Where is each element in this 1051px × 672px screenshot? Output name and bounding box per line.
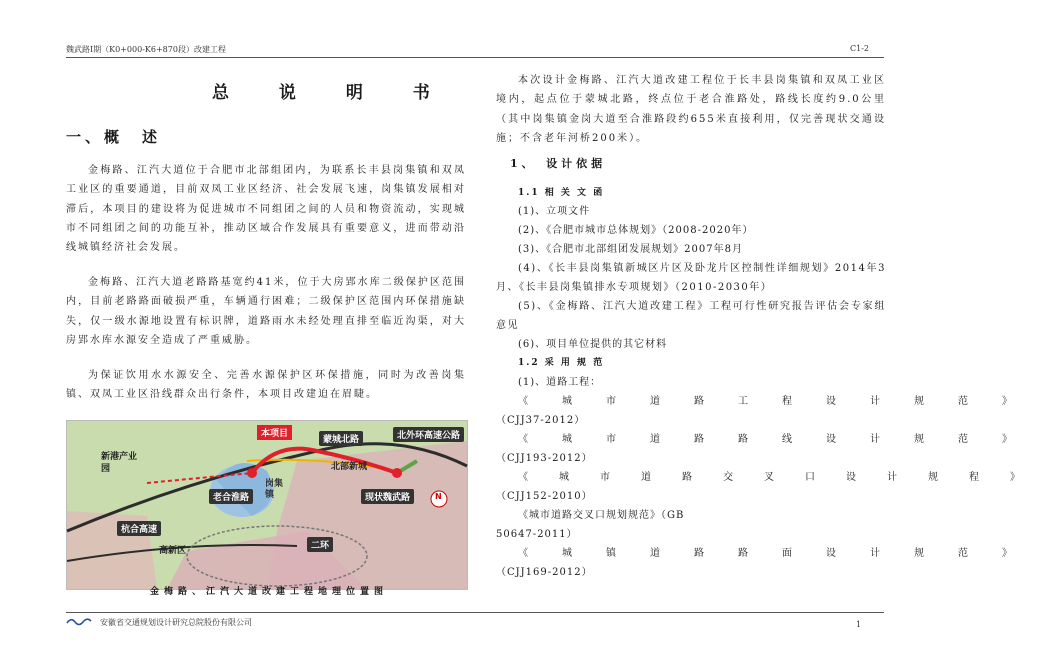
spec-name <box>496 392 1046 411</box>
spec-name <box>496 544 1046 563</box>
spec-code: 50647-2011） <box>496 529 578 540</box>
map-label-hanghang: 杭合高速 <box>117 521 161 536</box>
map-caption: 金梅路、江汽大道改建工程地理位置图 <box>150 587 389 597</box>
doc-header-title: 魏武路Ⅰ期（K0+000-K6+870段）改建工程 <box>66 45 226 54</box>
spec-code: （CJJ193-2012） <box>496 453 593 464</box>
spec-name-text: 《城镇道路路面设计规范》 <box>518 548 1046 559</box>
map-label-beibu: 北部新城 <box>331 462 368 472</box>
spec-code: （CJJ169-2012） <box>496 567 593 578</box>
spec-code: （CJJ37-2012） <box>496 415 586 426</box>
spec-name-text: 《城市道路路线设计规范》 <box>518 434 1046 445</box>
section-heading-design-basis: 1、 设计依据 <box>510 157 607 170</box>
map-label-beiwaihuan: 北外环高速公路 <box>393 427 464 442</box>
footer-rule <box>66 612 884 613</box>
north-arrow-icon: N <box>435 492 442 501</box>
map-label-gaoxin: 高新区 <box>159 546 187 556</box>
spec-name: 《城市道路交叉口规划规范》（GB <box>518 510 685 521</box>
location-map <box>66 420 468 590</box>
page-title: 总 说 明 书 <box>212 83 452 103</box>
map-label-gangji: 岗集镇 <box>265 479 284 500</box>
subsection-heading-specs: 1.2 采 用 规 范 <box>518 358 605 368</box>
page-number: 1 <box>856 620 862 629</box>
reference-item: (2)、《合肥市城市总体规划》（2008-2020年） <box>518 225 754 236</box>
reference-item: (6)、项目单位提供的其它材料 <box>518 339 668 350</box>
doc-header-code: C1-2 <box>850 44 870 53</box>
footer-company: 安徽省交通规划设计研究总院股份有限公司 <box>100 618 252 627</box>
header-rule <box>66 57 884 58</box>
spec-name-text: 《城市道路交叉口设计规程》 <box>518 472 1051 483</box>
map-label-weiwu: 现状魏武路 <box>361 489 414 504</box>
spec-code: （CJJ152-2010） <box>496 491 593 502</box>
references-list <box>496 202 1051 582</box>
reference-item: (3)、《合肥市北部组团发展规划》2007年8月 <box>518 244 743 255</box>
reference-item: (5)、《金梅路、江汽大道改建工程》工程可行性研究报告评估会专家组意见 <box>496 301 886 331</box>
reference-item: (1)、立项文件 <box>518 206 591 217</box>
related-documents-block <box>518 184 888 203</box>
overview-paragraph-1: 金梅路、江汽大道位于合肥市北部组团内，为联系长丰县岗集镇和双凤工业区的重要通道，目前双凤工业区经济、社会发展飞速，岗集镇发展相对滞后，本项目的建设将为促进城市不同组团之间的人员和物资流动，实现城市不同组团之间的功能互补，推动区域合作发展具有重要意义，进而带动沿线城镇经济社会发展。 <box>66 165 466 254</box>
spec-intro: (1)、道路工程： <box>518 377 602 388</box>
map-label-mengcheng: 蒙城北路 <box>319 431 363 446</box>
design-intro-paragraph: 本次设计金梅路、江汽大道改建工程位于长丰县岗集镇和双凤工业区境内，起点位于蒙城北路，终点位于老合淮路处，路线长度约9.0公里（其中岗集镇金岗大道至合淮路段约655米直接利用，仅完善现状交通设施；不含老年河桥200米）。 <box>496 75 886 144</box>
reference-item: (4)、《长丰县岗集镇新城区片区及卧龙片区控制性详细规划》2014年3月、《长丰县岗集镇排水专项规划》（2010-2030年） <box>496 263 886 293</box>
overview-paragraph-3: 为保证饮用水水源安全、完善水源保护区环保措施，同时为改善岗集镇、双凤工业区沿线群众出行条件，本项目改建迫在眉睫。 <box>66 370 466 401</box>
location-map-graphic <box>67 421 467 589</box>
overview-paragraph-2: 金梅路、江汽大道老路路基宽约41米，位于大房郢水库二级保护区范围内，目前老路路面破损严重，车辆通行困难；二级保护区范围内环保措施缺失，仅一级水源地设置有标识牌，道路雨水未经处理直排至临近沟渠，对大房郢水库水源安全造成了严重威胁。 <box>66 277 466 346</box>
company-logo-icon <box>66 617 92 627</box>
subsection-heading-related: 1.1 相 关 文 函 <box>518 188 605 198</box>
section-heading-overview: 一、概 述 <box>66 128 162 146</box>
spec-name-text: 《城市道路工程设计规范》 <box>518 396 1046 407</box>
spec-name <box>496 430 1046 449</box>
spec-name <box>496 468 1051 487</box>
map-label-laohe: 老合淮路 <box>209 489 253 504</box>
map-label-project: 本项目 <box>257 425 292 440</box>
map-label-erhuan: 二环 <box>307 537 333 552</box>
map-label-xingang: 新港产业园 <box>101 452 138 474</box>
